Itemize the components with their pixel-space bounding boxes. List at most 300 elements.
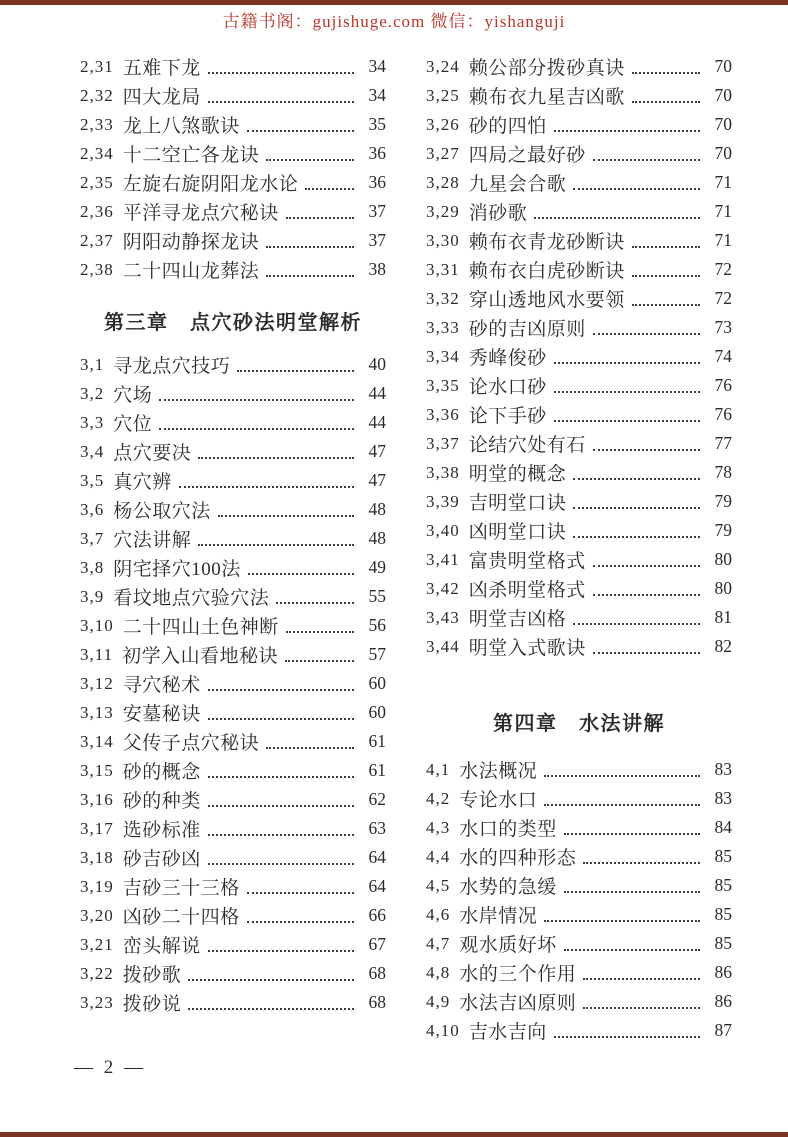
toc-entry — [80, 379, 386, 408]
dot-leader — [188, 996, 354, 1010]
entry-page: 60 — [368, 673, 386, 693]
entry-page: 48 — [368, 528, 386, 548]
entry-number: 3,17 — [80, 818, 114, 838]
toc-entry — [426, 458, 732, 487]
entry-title: 水岸情况 — [459, 906, 538, 927]
entry-number: 3,19 — [80, 876, 114, 896]
entry-number: 3,41 — [426, 549, 460, 569]
entry-number: 3,43 — [426, 607, 460, 627]
entry-page: 63 — [368, 818, 386, 838]
toc-columns — [80, 52, 732, 1045]
dot-leader — [198, 532, 354, 546]
toc-entry — [80, 698, 386, 727]
dot-leader — [593, 437, 700, 451]
entry-number: 3,35 — [426, 375, 460, 395]
toc-entry — [80, 495, 386, 524]
entry-title: 二十四山土色神断 — [122, 617, 279, 638]
entry-title: 水的三个作用 — [459, 964, 577, 985]
dot-leader — [198, 445, 354, 459]
entry-page: 48 — [368, 499, 386, 519]
entry-page: 81 — [714, 607, 732, 627]
entry-number: 3,29 — [426, 201, 460, 221]
dot-leader — [266, 263, 354, 277]
entry-title: 水法吉凶原则 — [459, 993, 577, 1014]
entry-number: 2,31 — [80, 56, 114, 76]
entry-number: 3,28 — [426, 172, 460, 192]
entry-title: 阴阳动静探龙诀 — [122, 232, 260, 253]
site-watermark: 古籍书阁：gujishuge.com 微信：yishanguji — [222, 12, 566, 31]
entry-title: 吉砂三十三格 — [122, 878, 240, 899]
dot-leader — [564, 937, 700, 951]
entry-title: 水的四种形态 — [459, 848, 577, 869]
entry-number: 4,1 — [426, 759, 451, 779]
entry-number: 4,6 — [426, 904, 451, 924]
dot-leader — [534, 205, 700, 219]
entry-page: 79 — [714, 520, 732, 540]
toc-entry — [80, 756, 386, 785]
entry-page: 68 — [368, 992, 386, 1012]
entry-page: 44 — [368, 383, 386, 403]
dot-leader — [573, 524, 700, 538]
dot-leader — [583, 995, 700, 1009]
entry-title: 四局之最好砂 — [468, 145, 586, 166]
toc-entry — [426, 516, 732, 545]
entry-page: 72 — [714, 259, 732, 279]
toc-entry — [426, 52, 732, 81]
dot-leader — [159, 387, 354, 401]
entry-page: 70 — [714, 114, 732, 134]
entry-page: 68 — [368, 963, 386, 983]
entry-title: 水势的急缓 — [459, 877, 557, 898]
toc-entry — [426, 226, 732, 255]
entry-page: 71 — [714, 230, 732, 250]
dot-leader — [286, 619, 354, 633]
entry-title: 凶杀明堂格式 — [468, 580, 586, 601]
entry-number: 3,1 — [80, 354, 105, 374]
entry-title: 平洋寻龙点穴秘诀 — [122, 203, 279, 224]
entry-number: 3,20 — [80, 905, 114, 925]
entry-number: 2,33 — [80, 114, 114, 134]
entry-page: 76 — [714, 404, 732, 424]
dot-leader — [554, 1024, 700, 1038]
entry-number: 4,3 — [426, 817, 451, 837]
toc-entry — [426, 632, 732, 661]
entry-number: 3,44 — [426, 636, 460, 656]
dot-leader — [208, 677, 354, 691]
dot-leader — [179, 474, 354, 488]
entry-page: 85 — [714, 904, 732, 924]
entry-title: 水法概况 — [459, 761, 538, 782]
entry-page: 74 — [714, 346, 732, 366]
dot-leader — [305, 176, 354, 190]
entry-title: 吉明堂口诀 — [468, 493, 567, 514]
dot-leader — [632, 89, 700, 103]
entry-number: 4,5 — [426, 875, 451, 895]
dot-leader — [554, 350, 700, 364]
entry-number: 3,8 — [80, 557, 105, 577]
entry-page: 61 — [368, 731, 386, 751]
entry-page: 85 — [714, 846, 732, 866]
entry-page: 78 — [714, 462, 732, 482]
entry-title: 消砂歌 — [468, 203, 528, 224]
entry-title: 龙上八煞歌诀 — [122, 116, 240, 137]
entry-page: 77 — [714, 433, 732, 453]
entry-title: 明堂吉凶格 — [468, 609, 567, 630]
entry-number: 3,40 — [426, 520, 460, 540]
entry-number: 3,42 — [426, 578, 460, 598]
entry-number: 3,12 — [80, 673, 114, 693]
entry-page: 79 — [714, 491, 732, 511]
entry-page: 35 — [368, 114, 386, 134]
entry-number: 3,4 — [80, 441, 105, 461]
dot-leader — [632, 292, 700, 306]
entry-title: 赖布衣九星吉凶歌 — [468, 87, 625, 108]
entry-title: 穴法讲解 — [113, 530, 192, 551]
entry-title: 杨公取穴法 — [113, 501, 211, 522]
toc-entry — [80, 255, 386, 284]
toc-entry — [426, 842, 732, 871]
entry-page: 66 — [368, 905, 386, 925]
entry-page: 71 — [714, 201, 732, 221]
entry-number: 3,26 — [426, 114, 460, 134]
entry-title: 明堂的概念 — [468, 464, 567, 485]
toc-entry — [426, 284, 732, 313]
entry-page: 40 — [368, 354, 386, 374]
toc-entry — [426, 929, 732, 958]
dot-leader — [159, 416, 354, 430]
entry-number: 4,10 — [426, 1020, 460, 1040]
entry-title: 砂的概念 — [122, 762, 201, 783]
entry-page: 44 — [368, 412, 386, 432]
toc-entry — [426, 545, 732, 574]
entry-page: 80 — [714, 549, 732, 569]
toc-entry — [80, 959, 386, 988]
toc-entry — [80, 110, 386, 139]
toc-entry — [80, 408, 386, 437]
entry-number: 3,27 — [426, 143, 460, 163]
toc-entry — [80, 139, 386, 168]
toc-entry — [426, 342, 732, 371]
toc-entry — [80, 466, 386, 495]
entry-title: 安墓秘诀 — [122, 704, 201, 725]
page-edge-bottom — [0, 1132, 788, 1137]
entry-page: 70 — [714, 56, 732, 76]
entry-page: 49 — [368, 557, 386, 577]
entry-page: 86 — [714, 991, 732, 1011]
dot-leader — [593, 553, 700, 567]
toc-entry — [426, 987, 732, 1016]
dot-leader — [593, 582, 700, 596]
toc-entry — [80, 843, 386, 872]
entry-number: 2,38 — [80, 259, 114, 279]
entry-page: 34 — [368, 85, 386, 105]
toc-entry — [80, 524, 386, 553]
entry-page: 60 — [368, 702, 386, 722]
page-number: — 2 — — [74, 1057, 146, 1078]
toc-entry — [426, 603, 732, 632]
toc-entry — [426, 197, 732, 226]
entry-title: 四大龙局 — [122, 87, 201, 108]
entry-title: 峦头解说 — [122, 936, 201, 957]
dot-leader — [208, 793, 354, 807]
entry-title: 赖布衣青龙砂断诀 — [468, 232, 625, 253]
entry-number: 3,33 — [426, 317, 460, 337]
entry-page: 37 — [368, 201, 386, 221]
entry-page: 36 — [368, 143, 386, 163]
entry-page: 86 — [714, 962, 732, 982]
dot-leader — [208, 938, 354, 952]
entry-number: 2,32 — [80, 85, 114, 105]
entry-title: 拨砂说 — [122, 994, 182, 1015]
entry-page: 37 — [368, 230, 386, 250]
entry-number: 4,2 — [426, 788, 451, 808]
entry-number: 3,2 — [80, 383, 105, 403]
entry-title: 穿山透地风水要领 — [468, 290, 625, 311]
entry-number: 2,35 — [80, 172, 114, 192]
entry-page: 38 — [368, 259, 386, 279]
dot-leader — [632, 234, 700, 248]
toc-entry — [426, 813, 732, 842]
toc-entry — [426, 429, 732, 458]
entry-number: 4,8 — [426, 962, 451, 982]
entry-title: 论水口砂 — [468, 377, 547, 398]
entry-title: 明堂入式歌诀 — [468, 638, 586, 659]
entry-number: 3,3 — [80, 412, 105, 432]
toc-entry — [80, 168, 386, 197]
entry-title: 砂的种类 — [122, 791, 201, 812]
entry-title: 凶明堂口诀 — [468, 522, 567, 543]
toc-entry — [426, 958, 732, 987]
entry-number: 3,32 — [426, 288, 460, 308]
entry-number: 3,7 — [80, 528, 105, 548]
entry-number: 4,4 — [426, 846, 451, 866]
toc-entry — [426, 110, 732, 139]
toc-entry — [426, 900, 732, 929]
entry-number: 3,13 — [80, 702, 114, 722]
entry-page: 84 — [714, 817, 732, 837]
entry-title: 看坟地点穴验穴法 — [113, 588, 270, 609]
chapter-heading: 第四章 水法讲解 — [493, 713, 665, 735]
entry-title: 砂的吉凶原则 — [468, 319, 586, 340]
dot-leader — [593, 640, 700, 654]
toc-entry — [426, 255, 732, 284]
dot-leader — [573, 495, 700, 509]
toc-entry — [80, 350, 386, 379]
entry-title: 十二空亡各龙诀 — [122, 145, 260, 166]
entry-page: 80 — [714, 578, 732, 598]
entry-number: 2,34 — [80, 143, 114, 163]
dot-leader — [544, 763, 700, 777]
entry-number: 2,37 — [80, 230, 114, 250]
toc-entry — [80, 640, 386, 669]
entry-page: 64 — [368, 876, 386, 896]
entry-title: 穴场 — [113, 385, 153, 406]
dot-leader — [544, 908, 700, 922]
page-edge-top — [0, 0, 788, 5]
entry-title: 砂吉砂凶 — [122, 849, 201, 870]
entry-number: 3,18 — [80, 847, 114, 867]
entry-title: 凶砂二十四格 — [122, 907, 240, 928]
entry-title: 秀峰俊砂 — [468, 348, 547, 369]
dot-leader — [247, 909, 354, 923]
entry-title: 父传子点穴秘诀 — [122, 733, 260, 754]
toc-entry — [426, 81, 732, 110]
toc-entry — [80, 553, 386, 582]
entry-page: 61 — [368, 760, 386, 780]
toc-entry — [426, 1016, 732, 1045]
entry-title: 论结穴处有石 — [468, 435, 586, 456]
toc-entry — [426, 168, 732, 197]
dot-leader — [583, 850, 700, 864]
dot-leader — [208, 60, 354, 74]
toc-entry — [80, 669, 386, 698]
toc-entry — [426, 313, 732, 342]
entry-title: 水口的类型 — [459, 819, 557, 840]
entry-number: 3,9 — [80, 586, 105, 606]
entry-title: 五难下龙 — [122, 58, 201, 79]
dot-leader — [286, 205, 354, 219]
toc-entry — [80, 52, 386, 81]
toc-entry — [80, 727, 386, 756]
entry-page: 62 — [368, 789, 386, 809]
toc-column-right — [426, 52, 732, 1045]
entry-number: 3,5 — [80, 470, 105, 490]
entry-page: 83 — [714, 788, 732, 808]
entry-title: 寻龙点穴技巧 — [113, 356, 231, 377]
dot-leader — [573, 466, 700, 480]
dot-leader — [208, 822, 354, 836]
entry-number: 3,25 — [426, 85, 460, 105]
entry-title: 砂的四怕 — [468, 116, 547, 137]
entry-number: 2,36 — [80, 201, 114, 221]
entry-page: 56 — [368, 615, 386, 635]
entry-page: 47 — [368, 441, 386, 461]
entry-title: 点穴要决 — [113, 443, 192, 464]
entry-number: 3,22 — [80, 963, 114, 983]
toc-entry — [426, 574, 732, 603]
entry-title: 赖布衣白虎砂断诀 — [468, 261, 625, 282]
entry-number: 3,31 — [426, 259, 460, 279]
entry-number: 3,30 — [426, 230, 460, 250]
entry-number: 4,9 — [426, 991, 451, 1011]
toc-entry — [80, 814, 386, 843]
entry-page: 64 — [368, 847, 386, 867]
entry-number: 3,24 — [426, 56, 460, 76]
entry-number: 3,37 — [426, 433, 460, 453]
entry-number: 3,38 — [426, 462, 460, 482]
entry-title: 穴位 — [113, 414, 153, 435]
entry-number: 3,21 — [80, 934, 114, 954]
toc-entry — [80, 582, 386, 611]
entry-page: 83 — [714, 759, 732, 779]
entry-number: 3,11 — [80, 644, 114, 664]
dot-leader — [266, 147, 354, 161]
entry-title: 专论水口 — [459, 790, 538, 811]
entry-page: 73 — [714, 317, 732, 337]
entry-title: 初学入山看地秘诀 — [122, 646, 279, 667]
dot-leader — [276, 590, 354, 604]
entry-page: 71 — [714, 172, 732, 192]
toc-entry — [80, 930, 386, 959]
dot-leader — [266, 735, 354, 749]
toc-entry — [80, 81, 386, 110]
dot-leader — [554, 408, 700, 422]
dot-leader — [544, 792, 700, 806]
dot-leader — [583, 966, 700, 980]
entry-title: 富贵明堂格式 — [468, 551, 586, 572]
entry-title: 九星会合歌 — [468, 174, 567, 195]
toc-entry — [426, 400, 732, 429]
entry-page: 72 — [714, 288, 732, 308]
entry-page: 87 — [714, 1020, 732, 1040]
entry-title: 寻穴秘术 — [122, 675, 201, 696]
entry-title: 拨砂歌 — [122, 965, 182, 986]
toc-entry — [426, 139, 732, 168]
entry-number: 3,39 — [426, 491, 460, 511]
entry-title: 真穴辨 — [113, 472, 172, 493]
toc-entry — [426, 871, 732, 900]
toc-entry — [426, 784, 732, 813]
entry-title: 吉水吉向 — [468, 1022, 547, 1043]
entry-number: 3,36 — [426, 404, 460, 424]
dot-leader — [564, 821, 700, 835]
dot-leader — [188, 967, 354, 981]
dot-leader — [573, 176, 700, 190]
entry-title: 论下手砂 — [468, 406, 547, 427]
toc-entry — [80, 197, 386, 226]
dot-leader — [208, 764, 354, 778]
entry-title: 赖公部分拨砂真诀 — [468, 58, 625, 79]
dot-leader — [554, 379, 700, 393]
entry-title: 左旋右旋阴阳龙水论 — [122, 174, 299, 195]
dot-leader — [554, 118, 700, 132]
toc-entry — [80, 988, 386, 1017]
dot-leader — [266, 234, 354, 248]
dot-leader — [593, 321, 700, 335]
entry-page: 82 — [714, 636, 732, 656]
entry-page: 47 — [368, 470, 386, 490]
dot-leader — [247, 880, 354, 894]
toc-entry — [426, 755, 732, 784]
entry-page: 70 — [714, 85, 732, 105]
toc-entry — [426, 371, 732, 400]
dot-leader — [237, 358, 354, 372]
dot-leader — [564, 879, 700, 893]
toc-entry — [80, 785, 386, 814]
entry-title: 阴宅择穴100法 — [113, 559, 241, 580]
chapter-heading: 第三章 点穴砂法明堂解析 — [104, 312, 362, 334]
entry-title: 选砂标准 — [122, 820, 201, 841]
dot-leader — [573, 611, 700, 625]
entry-number: 3,6 — [80, 499, 105, 519]
dot-leader — [208, 706, 354, 720]
entry-number: 3,16 — [80, 789, 114, 809]
entry-number: 3,14 — [80, 731, 114, 751]
dot-leader — [247, 118, 354, 132]
dot-leader — [632, 60, 700, 74]
toc-entry — [80, 226, 386, 255]
entry-number: 3,34 — [426, 346, 460, 366]
entry-page: 70 — [714, 143, 732, 163]
toc-entry — [80, 437, 386, 466]
entry-page: 85 — [714, 875, 732, 895]
entry-number: 3,15 — [80, 760, 114, 780]
entry-title: 观水质好坏 — [459, 935, 557, 956]
entry-page: 34 — [368, 56, 386, 76]
toc-entry — [80, 901, 386, 930]
dot-leader — [632, 263, 700, 277]
entry-page: 36 — [368, 172, 386, 192]
